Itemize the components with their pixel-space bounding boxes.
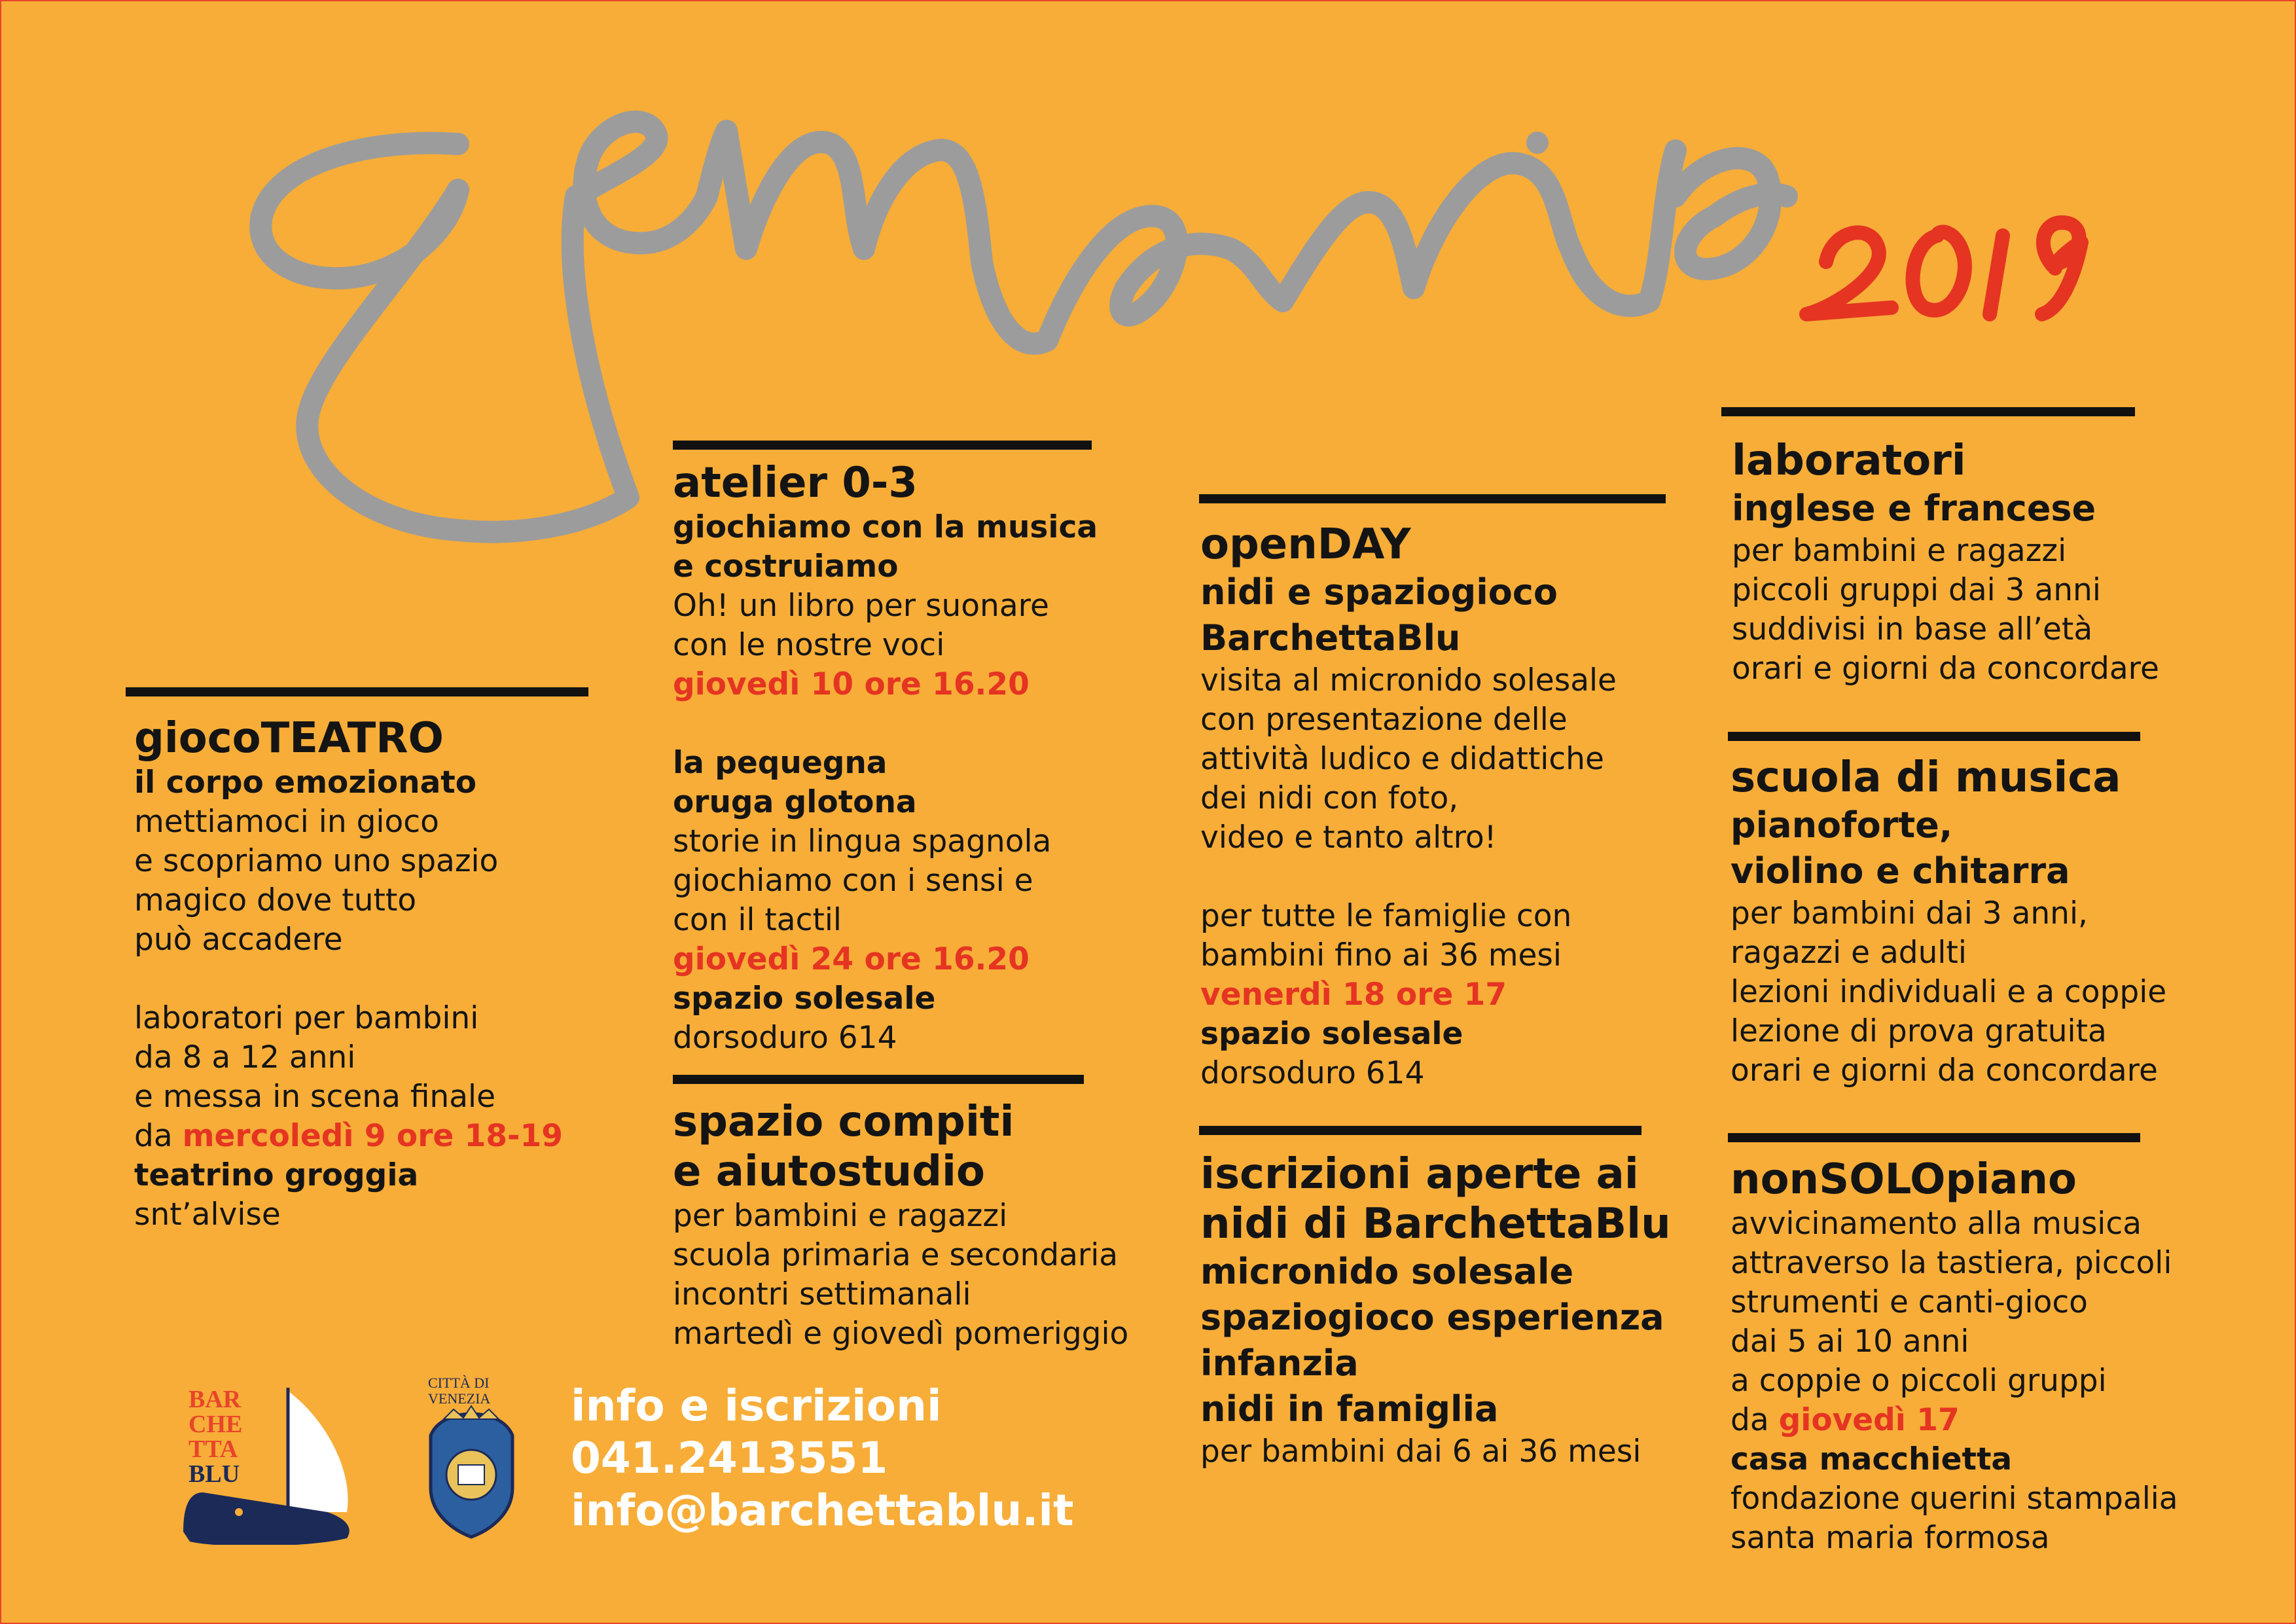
section-title: e aiutostudio [673, 1147, 985, 1196]
section-title: nidi di BarchettaBlu [1200, 1200, 1671, 1248]
body-line: giochiamo con i sensi e [673, 863, 1033, 899]
date-prefix: da [134, 1118, 183, 1154]
divider-col4-top [1721, 407, 2135, 416]
body-line: avvicinamento alla musica [1731, 1206, 2142, 1242]
event-place: teatrino groggia [134, 1157, 419, 1193]
body-line: mettiamoci in gioco [134, 804, 439, 840]
logo-text: BAR [188, 1386, 242, 1413]
section-title: spazio compiti [673, 1098, 1014, 1146]
body-line: per bambini dai 3 anni, [1731, 895, 2088, 931]
body-line: ragazzi e adulti [1731, 935, 1967, 971]
event-date: venerdì 18 ore 17 [1200, 977, 1507, 1013]
section-subtitle: nidi in famiglia [1200, 1388, 1499, 1430]
section-giocoteatro [134, 713, 563, 1235]
event-address: snt’alvise [134, 1197, 281, 1233]
section-nonsolopiano [1731, 1155, 2178, 1558]
section-scuola-musica [1731, 753, 2166, 1091]
section-spazio-compiti [673, 1097, 1128, 1354]
body-line: con le nostre voci [673, 627, 945, 663]
body-line: orari e giorni da concordare [1731, 1053, 2158, 1089]
section-subtitle: oruga glotona [673, 784, 917, 820]
body-line: video e tanto altro! [1200, 820, 1497, 856]
body-line: orari e giorni da concordare [1732, 651, 2159, 687]
body-line: per tutte le famiglie con [1200, 898, 1572, 934]
barchettablu-logo [177, 1381, 360, 1545]
body-line: e messa in scena finale [134, 1079, 495, 1115]
date-line [1731, 1401, 2178, 1440]
section-iscrizioni [1200, 1149, 1671, 1471]
body-line: bambini fino ai 36 mesi [1200, 937, 1562, 973]
email-link[interactable]: info@barchettablu.it [571, 1485, 1074, 1536]
logo-text: BLU [188, 1460, 240, 1488]
body-line: con il tactil [673, 902, 842, 938]
divider-col2-top [673, 441, 1092, 450]
section-title: openDAY [1200, 520, 1411, 569]
divider-col3-top [1199, 494, 1666, 503]
body-line: può accadere [134, 922, 343, 958]
event-address: dorsoduro 614 [673, 1020, 897, 1056]
body-line: attraverso la tastiera, piccoli [1731, 1245, 2172, 1281]
divider-col4-bottom [1728, 1133, 2140, 1142]
body-line: incontri settimanali [673, 1276, 971, 1312]
logo-text: VENEZIA [428, 1390, 491, 1407]
section-title: atelier 0-3 [673, 459, 918, 507]
section-subtitle: spaziogioco esperienza [1200, 1297, 1664, 1338]
section-subtitle: la pequegna [673, 745, 888, 781]
body-line: piccoli gruppi dai 3 anni [1732, 572, 2101, 608]
section-atelier [673, 458, 1098, 1058]
body-line: suddivisi in base all’età [1732, 611, 2093, 647]
section-title: laboratori [1732, 437, 1966, 485]
body-line: con presentazione delle [1200, 702, 1568, 738]
phone-number[interactable]: 041.2413551 [571, 1433, 888, 1483]
body-line: lezioni individuali e a coppie [1731, 974, 2167, 1010]
event-date: mercoledì 9 ore 18-19 [182, 1118, 563, 1154]
event-date: giovedì 24 ore 16.20 [673, 941, 1030, 977]
body-line: martedì e giovedì pomeriggio [673, 1316, 1129, 1352]
body-line: magico dove tutto [134, 882, 417, 918]
body-line: dai 5 ai 10 anni [1731, 1324, 1969, 1360]
body-line: e scopriamo uno spazio [134, 843, 499, 879]
section-subtitle: giochiamo con la musica [673, 509, 1098, 545]
event-address: fondazione querini stampalia [1731, 1481, 2178, 1517]
event-place: spazio solesale [673, 981, 936, 1017]
info-label: info e iscrizioni [571, 1380, 942, 1431]
section-laboratori [1732, 436, 2159, 689]
section-openday [1200, 520, 1617, 1093]
divider-col3-bottom [1199, 1126, 1641, 1135]
event-place: casa macchietta [1731, 1441, 2013, 1477]
citta-di-venezia-logo [424, 1373, 522, 1543]
year-2019-script [1806, 223, 2081, 314]
section-subtitle: micronido solesale [1200, 1251, 1574, 1292]
section-subtitle: il corpo emozionato [134, 765, 477, 801]
body-line: attività ludico e didattiche [1200, 741, 1604, 777]
sail-shape [288, 1391, 348, 1512]
event-address: santa maria formosa [1731, 1520, 2050, 1556]
section-subtitle: inglese e francese [1732, 488, 2096, 529]
body-line: visita al micronido solesale [1200, 662, 1617, 698]
body-line: scuola primaria e secondaria [673, 1237, 1119, 1273]
year-2019-text: 2019 [2055, 309, 2072, 316]
divider-col4-middle [1728, 732, 2140, 741]
section-title: giocoTEATRO [134, 714, 444, 763]
logo-text: CITTÀ DI [428, 1375, 490, 1391]
event-address: dorsoduro 614 [1200, 1055, 1425, 1091]
body-line: lezione di prova gratuita [1731, 1013, 2107, 1049]
logo-text: TTA [188, 1435, 238, 1463]
section-subtitle: violino e chitarra [1731, 850, 2070, 892]
section-subtitle: infanzia [1200, 1343, 1359, 1384]
date-prefix: da [1731, 1402, 1779, 1438]
i-dot [1526, 132, 1549, 154]
divider-col1 [126, 687, 588, 696]
event-place: spazio solesale [1200, 1016, 1463, 1052]
section-subtitle: nidi e spaziogioco [1200, 571, 1558, 613]
body-line: storie in lingua spagnola [673, 823, 1052, 859]
event-date: giovedì 17 [1778, 1402, 1960, 1438]
body-line: da 8 a 12 anni [134, 1039, 356, 1075]
body-line: laboratori per bambini [134, 1000, 479, 1036]
section-subtitle: e costruiamo [673, 549, 899, 585]
divider-col2-bottom [673, 1075, 1084, 1084]
body-line: Oh! un libro per suonare [673, 588, 1049, 624]
body-line: strumenti e canti-gioco [1731, 1284, 2088, 1320]
logo-text: CHE [188, 1411, 243, 1438]
section-title: scuola di musica [1731, 753, 2121, 802]
section-subtitle: BarchettaBlu [1200, 617, 1461, 659]
body-line: per bambini dai 6 ai 36 mesi [1200, 1434, 1641, 1470]
contact-info [571, 1380, 1074, 1537]
body-line: dei nidi con foto, [1200, 780, 1459, 816]
section-title: iscrizioni aperte ai [1200, 1150, 1639, 1199]
body-line: per bambini e ragazzi [1732, 533, 2067, 569]
section-subtitle: pianoforte, [1731, 804, 1953, 846]
event-date: giovedì 10 ore 16.20 [673, 666, 1030, 702]
body-line: per bambini e ragazzi [673, 1198, 1008, 1234]
section-title: nonSOLOpiano [1731, 1155, 2077, 1204]
date-line [134, 1117, 563, 1156]
body-line: a coppie o piccoli gruppi [1731, 1363, 2107, 1399]
